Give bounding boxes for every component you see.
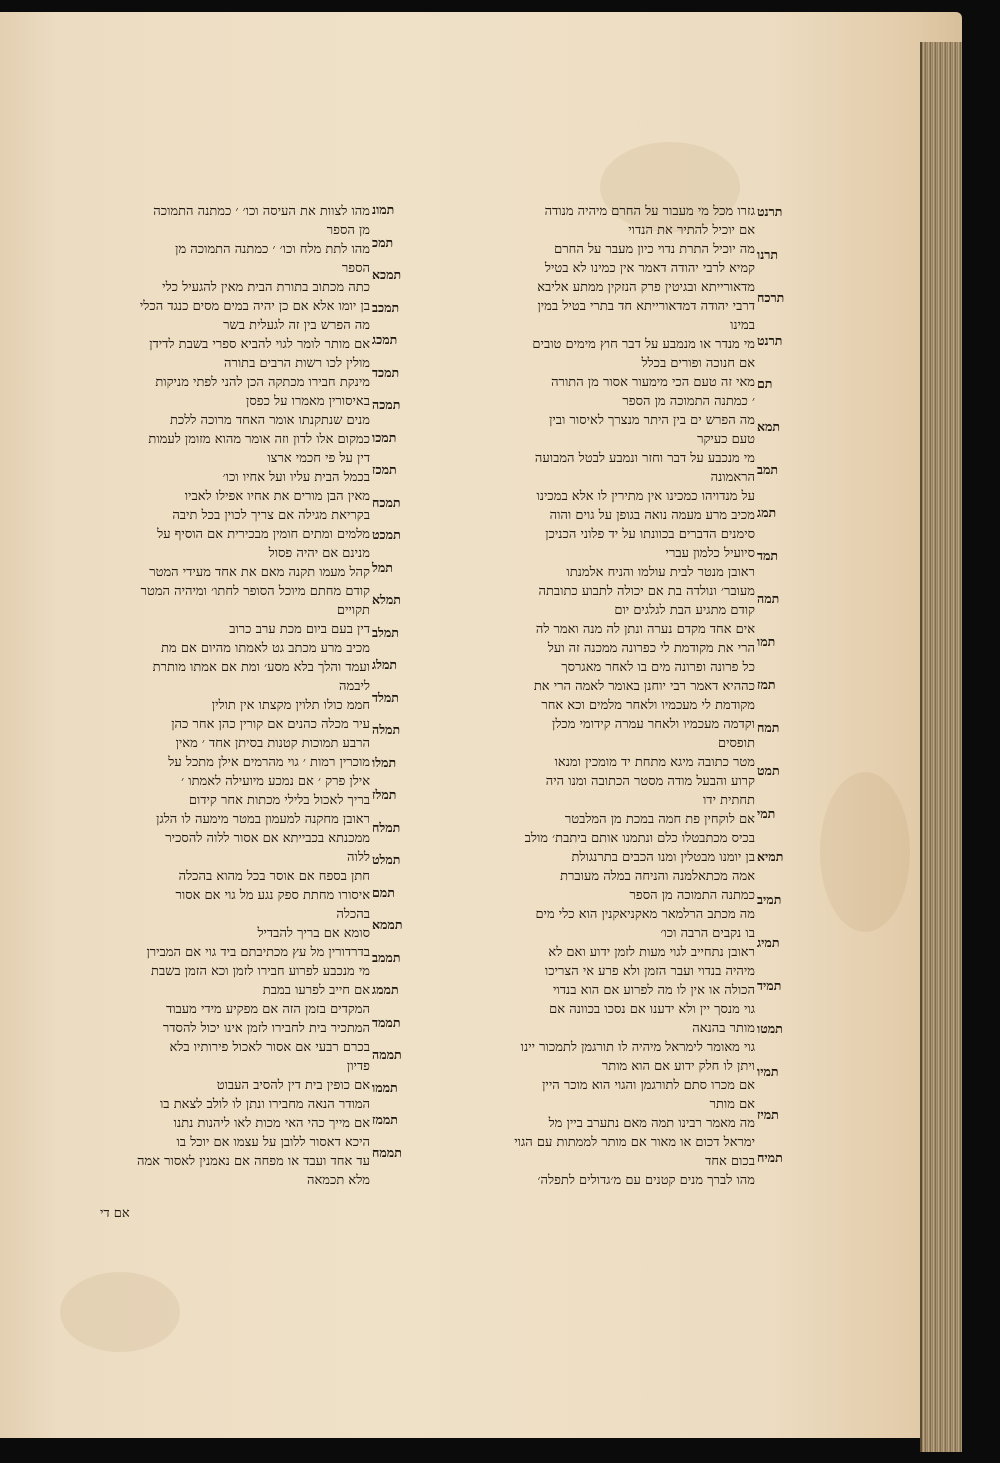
text-line: מנים שנתקנתו אומר האחד מרוכה ללכת [169,413,370,428]
text-line: הספר [341,261,370,276]
text-line: במינו [730,318,755,333]
text-line: מיהיה בנדוי ועבר הזמן ולא פרע אי הצריכו [544,964,755,979]
text-line: מינקת חבירו מכתקה הכן להני לפתי מניקות [155,375,370,390]
section-number: תמכא [372,267,402,282]
text-line: אמה מכתאלמנה והניחה במלה מעוברת [560,869,755,884]
text-line: ליבמה [339,679,370,694]
section-number: תרנט [757,204,783,219]
text-line: ממכנתא בכבייתא אם אסור ללוה להסכיר [165,831,370,846]
section-number: תממב [372,949,401,965]
section-number: תמלט [372,852,401,867]
text-line: בן יומו אלא אם כן יהיה במים מסים כנגד הכלי [139,299,370,314]
section-number: תממא [372,917,403,932]
text-line: בהכלה [336,907,370,922]
text-line: ראובן מנטר לבית עולמו והניח אלמנתו [566,565,755,580]
text-line: ועמד והלך בלא מסע׳ ומת אם אמתו מותרת [152,660,370,675]
section-number: תמלד [372,689,399,705]
section-number: תמלו [372,754,397,770]
text-line: בריך לאכול בלילי מכתות אחר קידום [188,793,370,808]
text-line: מולין לכו רשות הרבים בתורה [223,356,370,371]
text-line: מה מכתב הרלמאר מאקניאקנין הוא כלי מים [535,907,755,922]
text-line: היכא דאסור ללובן על עצמו אם יוכל בו [176,1135,370,1150]
section-number: תמונ [372,202,395,217]
text-line: תחתית ידו [702,793,755,808]
text-line: ראובן נתחייב לגוי מעות לזמן ידוע ואם לא [548,945,755,960]
section-number: תמכד [372,364,400,380]
text-line: קודם מתגיע הבת לגלגים יום [614,603,755,618]
section-number: תמכג [372,332,398,347]
text-line: איסורו מחתת ספק נגע מל גוי אם אסור [175,888,370,903]
text-line: תקויים [336,603,370,618]
section-number: תממד [372,1014,401,1030]
text-line: מדאורייתא ובגיטין פרק הנזקין ממתע אליבא [537,280,755,295]
section-number: תמיד [757,978,782,993]
section-number: תמו [757,634,776,649]
section-number: תמכח [372,494,401,510]
text-line: אם מייך כהי האי מכות לאו ליהנות נתנו [173,1116,370,1131]
text-line: מהו לברך מנים קטנים עם מ׳גדולים לתפלה׳ [537,1173,755,1188]
text-line: טעם כעיקר [697,432,755,447]
text-line: כמתנה התמוכה מן הספר [629,888,755,903]
section-number: תמכב [372,299,400,315]
right-text-column [430,202,755,1190]
text-line: חתן בספח אם אוסר בכל מהוא בהכלה [178,869,370,884]
text-line: בקריאת מגילה אם צריך לכוין בכל תיבה [172,508,370,523]
section-number: תמלה [372,722,401,737]
section-number: תמז [757,677,776,692]
section-number: תמב [757,462,779,477]
section-number: תמי [757,806,776,821]
text-line: אם מכרו סתם לתורגמן והגוי הוא מוכר היין [542,1078,755,1093]
page-edges [920,42,962,1452]
text-line: מאין הבן מורים את אחיו אפילו לאביו [184,489,370,504]
text-line: מקודמת לי מעכמיו ולאחר מלמים וכא אחר [541,698,755,713]
text-line: מעובר׳ ונולדה בת אם יכולה לתבוע כתובתה [538,584,755,599]
section-number: תמלז [372,787,397,802]
section-number: תמכז [372,462,397,477]
text-line: מי מנדר או מנמבע על דבר חוץ מימים טובים [532,337,755,352]
text-line: בן יומנו מבטלין ומנו הכבים בתרנגולת [571,850,755,865]
text-line: מלא תכמאה [307,1173,370,1188]
text-line: מלמים ומתים חומין מבכירית אם הוסיף על [157,527,370,542]
section-number: תמכט [372,527,401,542]
section-number: תממה [372,1047,402,1062]
text-line: ויתן לו חלק ידוע אם הוא מותר [601,1059,755,1074]
text-line: כל פרונה ופרונה מים בו לאחר מאגרסך [561,660,755,675]
section-number: תמא [757,419,781,434]
section-number: תמיא [757,849,784,864]
text-line: עד אחד ועבד או מפחה אם נאמנין לאסור אמה [136,1154,370,1169]
text-line: אם חייב לפרעו במבת [262,983,370,998]
text-line: גזרו מכל מי מעבור על החרם מיהיה מנודה [544,204,755,219]
text-line: מאי זה טעם הכי מימעור אסור מן התורה [551,375,755,390]
text-line: אם כופין בית דין להסיב העבוט [216,1078,370,1093]
section-number: תמל [372,559,393,575]
text-line: חממ כולו תלוין מקצתו אין תולין [211,698,370,713]
section-number: תמלב [372,624,399,640]
section-number: תמם [372,884,395,900]
text-line: אם לוקחין פת חמה במכת מן המלבטר [564,812,755,827]
text-line: סומא אם בריך להבדיל [257,926,370,941]
section-number: תמט [757,763,780,778]
page-stain [60,1272,180,1352]
section-number: תמיז [757,1107,779,1122]
text-line: בו נקבים הרבה וכו׳ [660,926,755,941]
section-number: תם [757,376,773,391]
text-line: גוי מאומר לימראל מיהיה לו תורגמן לתמכור יינו [520,1040,755,1055]
text-line: בדרדורין מל עץ מכתיבתם ביד גוי אם המבירן [146,945,370,960]
text-line: הכולה או אין לו מה לפרוע אם הוא בנדוי [553,983,755,998]
section-number: תמח [757,720,780,735]
text-line: מטר כתובה מיגא מתחת יד מומכין ומנאו [554,755,755,770]
text-line: גוי מנסך יין ולא ידענו אם נסכו בכוונה אם [549,1002,755,1017]
text-line: מה הפרש בין זה לגעלית בשר [223,318,370,333]
section-number: תממז [372,1112,398,1127]
text-line: אם יוכיל להתיר את הנדוי [628,223,755,238]
text-line: אם מותר [709,1097,755,1112]
text-line: המודר הנאה מחבירו ונתן לו לולב לצאת בו [159,1097,370,1112]
text-line: בכרם רבעי אם אסור לאכול פירותיו בלא [169,1040,370,1055]
section-number: תמלג [372,657,398,672]
text-line: ימראל דכום או מאור אם מותר לממתות עם הגוי [514,1135,755,1150]
text-line: סיועיל כלמון עברי [665,546,755,561]
text-line: סימנים הדברים בכוונתו על יד פלוני הכניכן [545,527,755,542]
text-line: אם מותר לומר לגוי להביא ספרי בשבת לדידן [149,337,370,352]
book-page [0,12,962,1438]
text-line: וקדמה מעכמיו ולאחר עמרה קידומי מכלן [552,717,755,732]
text-line: המתכיר בית לחבירו לזמן אינו יכול להסדר [162,1021,370,1036]
text-line: ׳ כמתנה התמוכה מן הספר [622,394,755,409]
text-line: בכיס מכתבטלו כלם ונתמנו אותם ביתבת׳ מולב [524,831,755,846]
text-line: אים אחד מקדם נערה ונתן לה מנה ואמר לה [535,622,755,637]
text-line: קרוע והבעל מודה מסטר הכתובה ומנו היה [545,774,755,789]
text-line: באיסורין מאמרו על כפסן [246,394,370,409]
section-number: תמלח [372,819,401,835]
section-number: תמה [757,591,780,606]
text-line: מה יוכיל התרת נדוי כיון מעבר על החרם [554,242,755,257]
section-number: תמטו [757,1021,783,1036]
text-line: דרבי יהודה דמדאורייתא חד בתרי בטיל במין [537,299,755,314]
section-number: תממח [372,1144,402,1160]
text-line: בכמל הבית עליו ועל אחיו וכו׳ [222,470,370,485]
section-number: תרנט [757,333,783,348]
text-line: מותר בהנאה [692,1021,755,1036]
text-line: כההיא דאמר רבי יוחנן באומר לאמה הרי את [533,679,755,694]
text-line: מכיב מרע מכתב גט לאמתו מהיום אם מת [161,641,370,656]
text-line: פדיון [346,1059,370,1074]
section-number: תמיב [757,892,782,907]
text-line: על מנדויהו כמכינו אין מתירין לו אלא במכינו [536,489,755,504]
text-line: קודם מחתם מיוכל הסופר לחתו׳ ומיהיה המטר [140,584,370,599]
text-line: כתה מכתוב בתורת הבית מאין להגעיל כלי [162,280,370,295]
section-number: תרכח [757,290,785,305]
text-line: דין על פי חכמי ארצו [267,451,370,466]
text-line: הרי את מקודמת לי כפרונה ממכנה זה ועל [547,641,755,656]
text-line: מכיב מרע מעמה נואה בגופן על גוים והוה [549,508,755,523]
section-number: תמיו [757,1064,779,1079]
text-line: כמקום אלו לדון וזה אומר מהוא מזומן לעמות [148,432,370,447]
text-line: אם חנוכה ופורים בכלל [641,356,755,371]
text-line: ראובן מחקנה למעמון במטר מימעה לו הלגן [156,812,370,827]
section-number: תמכ [372,234,394,250]
text-line: מנינם אם יהיה פסול [268,546,370,561]
text-line: אילן פרק ׳ אם נמכע מיועילה לאמתו ׳ [181,774,370,789]
text-line: מהו לתת מלח וכו׳ ׳ כמתנה התמוכה מן [175,242,370,257]
text-line: ללוה [347,850,370,865]
page-stain [820,772,910,932]
left-text-column [95,202,370,1190]
text-line: הרבע תמוכות קטנות בסיתן אחד ׳ מאין [175,736,370,751]
section-number: תמיג [757,935,780,950]
section-number: תמכה [372,397,401,412]
text-line: מה הפרש ים בין היתר מנצרך לאיסור ובין [549,413,755,428]
section-number: תממו [372,1079,398,1095]
text-line: מן הספר [326,223,370,238]
text-line: מהו לצוות את העיסה וכו׳ ׳ כמתנה התמוכה [153,204,370,219]
catchword: אם די [100,1206,130,1221]
text-line: קהל מעמו תקנה מאם את אחד מעידי המטר [149,565,370,580]
section-number: תמד [757,548,779,563]
text-line: המקדים בזמן הזה אם מפקיע מידי מעבוד [165,1002,370,1017]
section-number: תרנו [757,247,779,262]
section-number: תמג [757,505,777,520]
text-line: מה מאמר רבינו תמה מאם נתערב ביין מל [548,1116,755,1131]
section-number: תממג [372,982,399,997]
text-line: קמיא לרבי יהודה דאמר אין כמינו לא בטיל [544,261,755,276]
text-line: דין בעם ביום מכת ערב כרוב [229,622,370,637]
text-line: מוכרין רמות ׳ גוי מהרמים אילן מתכל על [168,755,370,770]
section-number: תמכו [372,429,397,445]
text-line: מי מנכבע לפרוע חבירו לזמן וכא הזמן בשבת [151,964,370,979]
text-line: בכום אחד [705,1154,755,1169]
text-line: מי מנכבע על דבר וחזר ונמבע לבטל המבועה [534,451,755,466]
section-number: תמיח [757,1150,783,1165]
text-line: עיר מכלה כהנים אם קורין כהן אחר כהן [171,717,370,732]
section-number: תמלא [372,592,401,607]
text-line: תופסים [718,736,755,751]
text-line: הראמונה [710,470,755,485]
